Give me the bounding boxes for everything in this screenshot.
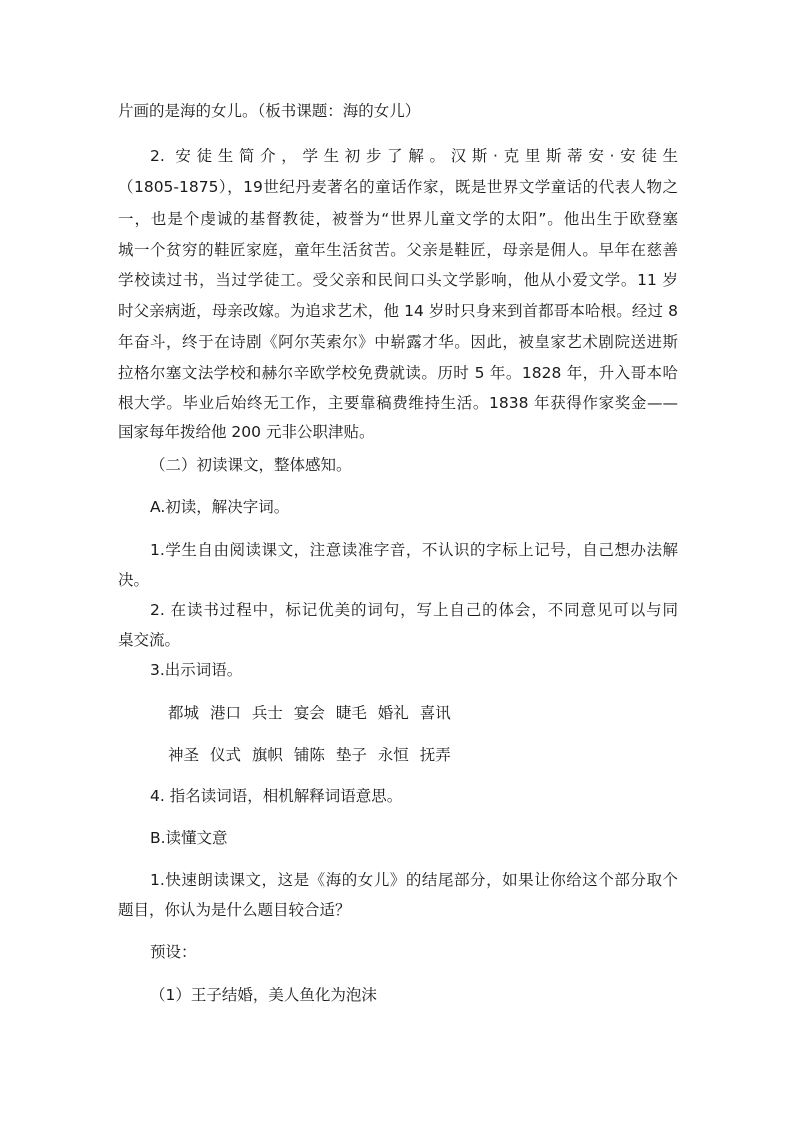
- vocab-word: 兵士: [251, 704, 283, 722]
- text-line: 2. 安徒生简介，学生初步了解。汉斯·克里斯蒂安·安徒生: [150, 147, 678, 165]
- text-line: 根大学。毕业后始终无工作，主要靠稿费维持生活。1838 年获得作家奖金——: [118, 394, 678, 412]
- text-line: 城一个贫穷的鞋匠家庭，童年生活贫苦。父亲是鞋匠，母亲是佣人。早年在慈善: [118, 241, 678, 259]
- vocab-word: 抚弄: [419, 746, 451, 764]
- text-line: （1）王子结婚，美人鱼化为泡沫: [150, 986, 377, 1004]
- text-line: 1.学生自由阅读课文，注意读准字音，不认识的字标上记号，自己想办法解: [150, 541, 678, 559]
- vocab-word: 神圣: [168, 746, 200, 764]
- text-line: 题目，你认为是什么题目较合适？: [118, 901, 351, 919]
- text-line: 1.快速朗读课文，这是《海的女儿》的结尾部分，如果让你给这个部分取个: [150, 871, 678, 889]
- vocab-word: 旗帜: [251, 746, 283, 764]
- subsection-heading: A.初读，解决字词。: [150, 498, 290, 516]
- vocab-word: 睫毛: [335, 704, 367, 722]
- vocab-word: 婚礼: [377, 704, 409, 722]
- text-line: 3.出示词语。: [150, 661, 243, 679]
- vocab-word: 仪式: [209, 746, 241, 764]
- text-line: 年奋斗，终于在诗剧《阿尔芙索尔》中崭露才华。因此，被皇家艺术剧院送进斯: [118, 333, 678, 351]
- text-line: 时父亲病逝，母亲改嫁。为追求艺术，他 14 岁时只身来到首都哥本哈根。经过 8: [118, 302, 678, 320]
- text-line: 4. 指名读词语，相机解释词语意思。: [150, 787, 403, 805]
- vocab-row-1: [168, 706, 457, 722]
- section-heading: （二）初读课文，整体感知。: [150, 456, 352, 474]
- vocab-word: 宴会: [293, 704, 325, 722]
- text-line: 片画的是海的女儿。（板书课题：海的女儿）: [118, 102, 421, 120]
- vocab-word: 喜讯: [419, 704, 451, 722]
- text-line: 一，也是个虔诚的基督教徒，被誉为“世界儿童文学的太阳”。他出生于欧登塞: [118, 210, 678, 228]
- vocab-word: 都城: [168, 704, 200, 722]
- text-line: 拉格尔塞文法学校和赫尔辛欧学校免费就读。历时 5 年。1828 年，升入哥本哈: [118, 364, 678, 382]
- text-line: 学校读过书，当过学徒工。受父亲和民间口头文学影响，他从小爱文学。11 岁: [118, 271, 678, 289]
- text-line: （1805-1875），19世纪丹麦著名的童话作家，既是世界文学童话的代表人物之: [118, 178, 678, 196]
- subsection-heading: B.读懂文意: [150, 829, 228, 847]
- text-line: 国家每年拨给他 200 元非公职津贴。: [118, 423, 375, 441]
- vocab-word: 永恒: [377, 746, 409, 764]
- vocab-row-2: [168, 748, 457, 764]
- vocab-word: 铺陈: [293, 746, 325, 764]
- vocab-word: 垫子: [335, 746, 367, 764]
- text-line: 决。: [118, 571, 150, 589]
- text-line: 预设：: [150, 943, 197, 961]
- text-line: 2. 在读书过程中，标记优美的词句，写上自己的体会，不同意见可以与同: [150, 601, 678, 619]
- vocab-word: 港口: [209, 704, 241, 722]
- text-line: 桌交流。: [118, 631, 181, 649]
